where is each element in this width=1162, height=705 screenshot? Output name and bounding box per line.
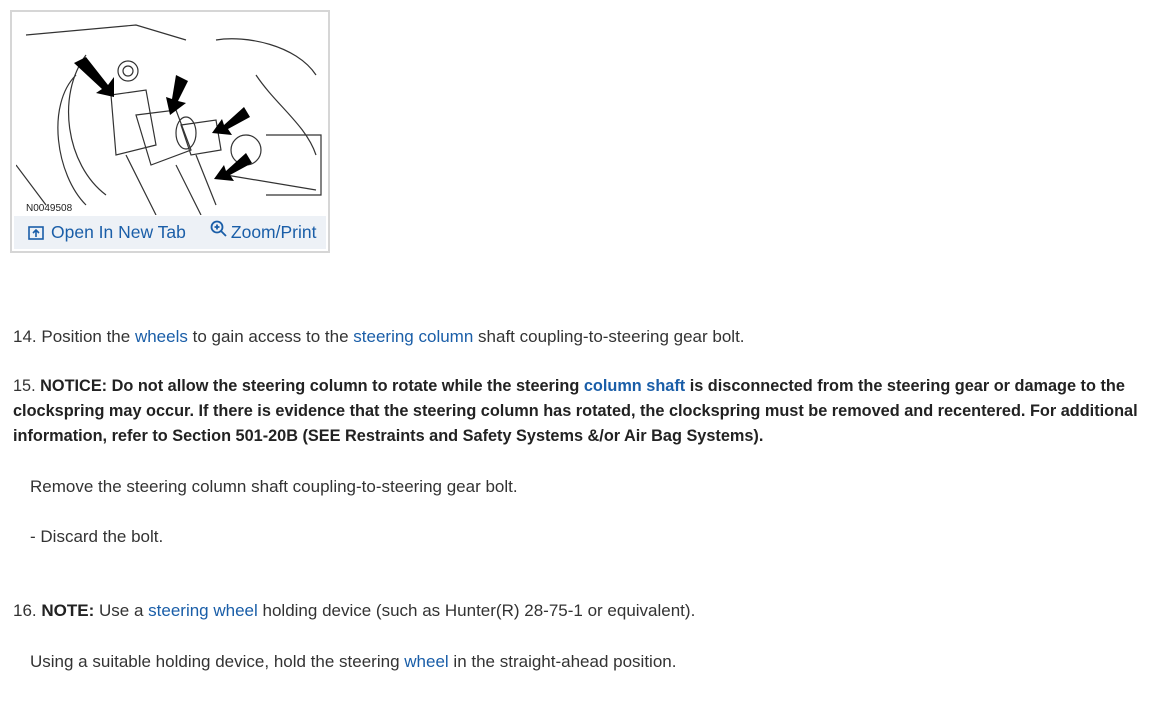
step-16: 16. NOTE: Use a steering wheel holding device (such as Hunter(R) 28-75-1 or equivalent). — [13, 601, 696, 620]
wheels-link[interactable]: wheels — [134, 327, 188, 346]
step-15-subnote: - Discard the bolt. — [30, 527, 164, 546]
open-in-new-tab-link[interactable]: Open In New Tab — [28, 222, 186, 243]
figure-actions — [14, 216, 326, 249]
step-15-instruction: Remove the steering column shaft coupling-to-steering gear bolt. — [30, 477, 518, 496]
steering-wheel-link[interactable]: steering wheel — [148, 601, 258, 620]
open-new-tab-icon — [28, 226, 44, 240]
notice-text: NOTICE: Do not allow the steering column to rotate while the steering — [40, 377, 580, 395]
figure — [10, 10, 330, 253]
wheel-link[interactable]: wheel — [404, 652, 449, 671]
zoom-print-link[interactable]: Zoom/Print — [210, 222, 317, 243]
zoom-in-icon — [210, 220, 228, 238]
step-16-instruction: Using a suitable holding device, hold the steering wheel in the straight-ahead position. — [30, 652, 677, 671]
steering-column-link[interactable]: steering column — [353, 327, 474, 346]
column-shaft-link[interactable]: column shaft — [583, 377, 686, 395]
steering-coupling-illustration — [16, 15, 324, 215]
figure-code: N0049508 — [26, 203, 73, 214]
step-14: 14. Position the wheels to gain access to the steering column shaft coupling-to-steering gear bolt. — [13, 327, 745, 346]
step-15: 15. NOTICE: Do not allow the steering column to rotate while the steering column shaft is disconnected from the steering gear or damage to the clockspring may occur. If there is evidence that the steering column has rotated, the clockspring must be removed and recentered. For additional information, refer to Section 501-20B (SEE Restraints and Safety Systems &/or Air Bag Systems). — [13, 377, 1138, 445]
